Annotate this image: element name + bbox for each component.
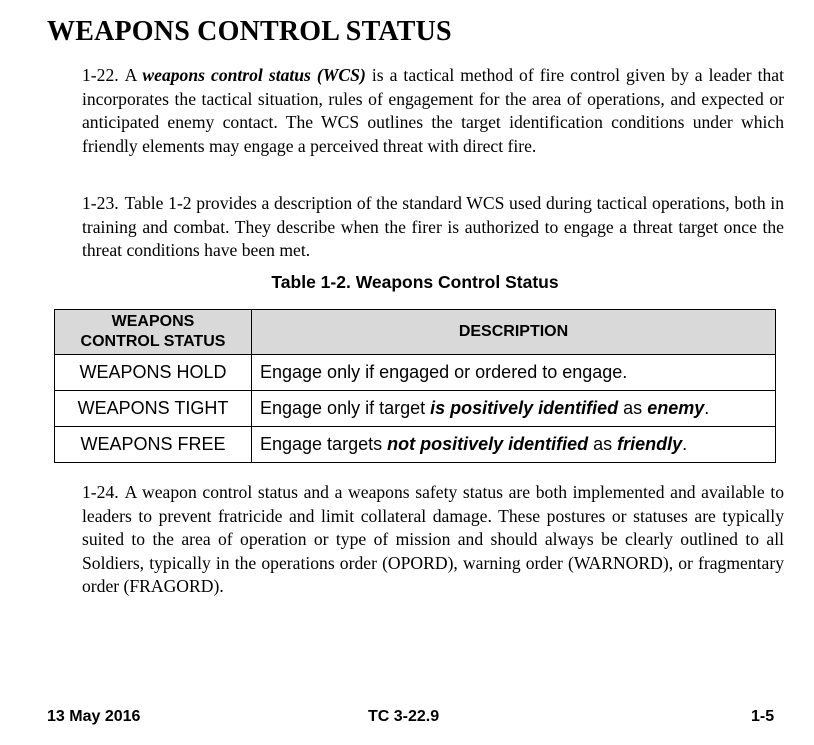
description-text: Engage only if engaged or ordered to engage.: [260, 362, 628, 382]
table-row: [55, 355, 776, 391]
description-text: Engage only if target: [260, 398, 431, 418]
status-cell: WEAPONS HOLD: [55, 355, 252, 391]
description-cell: [252, 355, 776, 391]
paragraph-number: 1-22.: [82, 65, 119, 85]
header-line: WEAPONS: [111, 313, 195, 330]
paragraph-text: Table 1-2 provides a description of the standard WCS used during tactical operations, both in training and combat. They describe when the firer is authorized to engage a threat target once the threat conditions have been met.: [82, 193, 784, 260]
paragraph-1-23: [82, 192, 784, 263]
footer-date: 13 May 2016: [47, 708, 141, 725]
paragraph-text: A: [124, 65, 143, 85]
header-line: CONTROL STATUS: [80, 333, 226, 350]
header-description: DESCRIPTION: [252, 310, 776, 355]
footer-page-number: 1-5: [751, 708, 775, 725]
footer-publication: TC 3-22.9: [368, 708, 440, 725]
description-emphasis: friendly: [617, 434, 683, 454]
status-cell: WEAPONS FREE: [55, 427, 252, 463]
description-text: Engage targets: [260, 434, 388, 454]
description-text: as: [618, 398, 648, 418]
paragraph-1-22: [82, 64, 784, 158]
status-cell: WEAPONS TIGHT: [55, 391, 252, 427]
paragraph-number: 1-23.: [82, 193, 119, 213]
paragraph-1-24: [82, 481, 784, 599]
table-caption: Table 1-2. Weapons Control Status: [271, 272, 559, 292]
weapons-control-status-table: [54, 309, 776, 463]
paragraph-text: is a tactical method of fire control given by a leader that incorporates the tactical situation, rules of engagement for the area of operations, and expected or anticipated enemy contact. The WCS outlines the target identification conditions under which friendly elements may engage a perceived threat with direct fire.: [82, 65, 784, 156]
description-text: as: [588, 434, 618, 454]
description-cell: [252, 391, 776, 427]
table-header-row: [55, 310, 776, 355]
table-row: [55, 391, 776, 427]
paragraph-text: A weapon control status and a weapons safety status are both implemented and available to leaders to prevent fratricide and limit collateral damage. These postures or statuses are typically suited to the area of operation or type of mission and should always be clearly outlined to all Soldiers, typically in the operations order (OPORD), warning order (WARNORD), or fragmentary order (FRAGORD).: [82, 482, 784, 596]
defined-term: weapons control status (WCS): [142, 65, 366, 85]
description-emphasis: is positively identified: [430, 398, 619, 418]
table-row: [55, 427, 776, 463]
header-weapons-control-status: [55, 310, 252, 355]
section-heading: WEAPONS CONTROL STATUS: [47, 16, 452, 47]
description-text: .: [682, 434, 688, 454]
description-text: .: [704, 398, 710, 418]
description-cell: [252, 427, 776, 463]
description-emphasis: enemy: [647, 398, 705, 418]
paragraph-number: 1-24.: [82, 482, 119, 502]
description-emphasis: not positively identified: [387, 434, 589, 454]
